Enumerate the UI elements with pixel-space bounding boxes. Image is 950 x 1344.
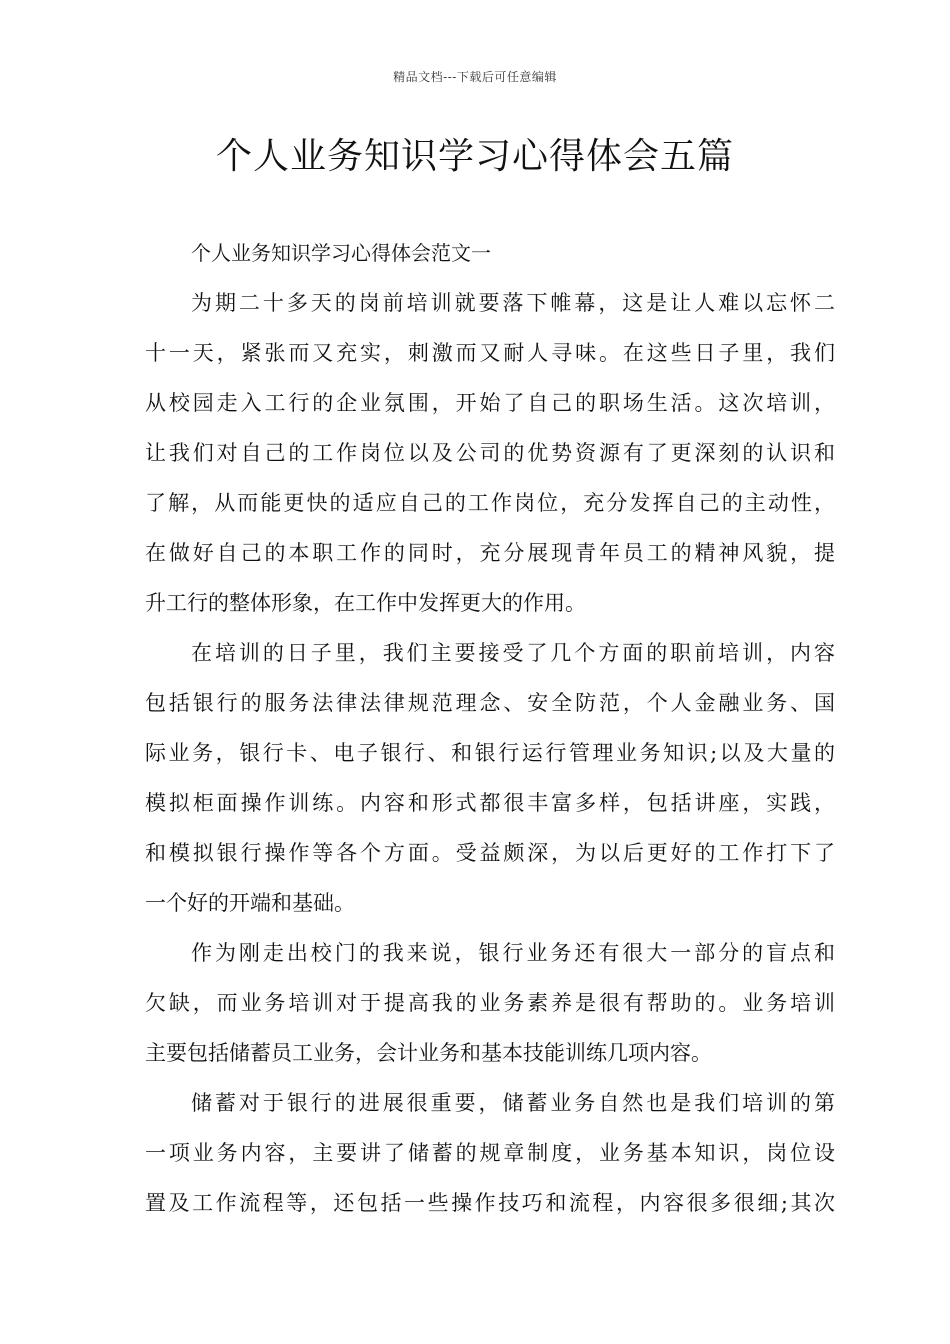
paragraph — [145, 928, 835, 1078]
paragraph-line: 包括银行的服务法律法律规范理念、安全防范，个人金融业务、国 — [145, 691, 835, 715]
paragraph-line: 在培训的日子里，我们主要接受了几个方面的职前培训，内容 — [191, 641, 835, 665]
paragraph-line: 一项业务内容，主要讲了储蓄的规章制度，业务基本知识，岗位设 — [145, 1141, 835, 1165]
header-note: 精品文档---下载后可任意编辑 — [393, 70, 557, 84]
paragraph-line: 和模拟银行操作等各个方面。受益颇深，为以后更好的工作打下了 — [145, 841, 835, 865]
paragraph-line: 为期二十多天的岗前培训就要落下帷幕，这是让人难以忘怀二 — [191, 291, 835, 315]
paragraph — [145, 1078, 835, 1228]
paragraph-line: 十一天，紧张而又充实，刺激而又耐人寻味。在这些日子里，我们 — [145, 341, 835, 365]
paragraph-line: 了解，从而能更快的适应自己的工作岗位，充分发挥自己的主动性， — [145, 491, 835, 515]
paragraph-line: 储蓄对于银行的进展很重要，储蓄业务自然也是我们培训的第 — [191, 1091, 835, 1115]
paragraph-line: 从校园走入工行的企业氛围，开始了自己的职场生活。这次培训， — [145, 391, 835, 415]
paragraph-line: 一个好的开端和基础。 — [145, 891, 355, 915]
paragraph-line: 置及工作流程等，还包括一些操作技巧和流程，内容很多很细;其次 — [145, 1191, 835, 1215]
paragraph-line: 主要包括储蓄员工业务，会计业务和基本技能训练几项内容。 — [145, 1041, 712, 1065]
paragraph-line: 模拟柜面操作训练。内容和形式都很丰富多样，包括讲座，实践， — [145, 791, 835, 815]
document-body — [145, 228, 835, 1228]
paragraph-line: 欠缺，而业务培训对于提高我的业务素养是很有帮助的。业务培训 — [145, 991, 835, 1015]
paragraph — [145, 628, 835, 928]
paragraph-line: 在做好自己的本职工作的同时，充分展现青年员工的精神风貌，提 — [145, 541, 835, 565]
paragraph — [145, 278, 835, 628]
paragraph-line: 际业务，银行卡、电子银行、和银行运行管理业务知识;以及大量的 — [145, 741, 835, 765]
paragraph-container — [145, 278, 835, 1228]
document-title: 个人业务知识学习心得体会五篇 — [215, 136, 734, 177]
paragraph-line: 作为刚走出校门的我来说，银行业务还有很大一部分的盲点和 — [191, 941, 835, 965]
paragraph-line: 让我们对自己的工作岗位以及公司的优势资源有了更深刻的认识和 — [145, 441, 835, 465]
paragraph-line: 升工行的整体形象，在工作中发挥更大的作用。 — [145, 591, 586, 615]
subheading: 个人业务知识学习心得体会范文一 — [191, 241, 491, 265]
